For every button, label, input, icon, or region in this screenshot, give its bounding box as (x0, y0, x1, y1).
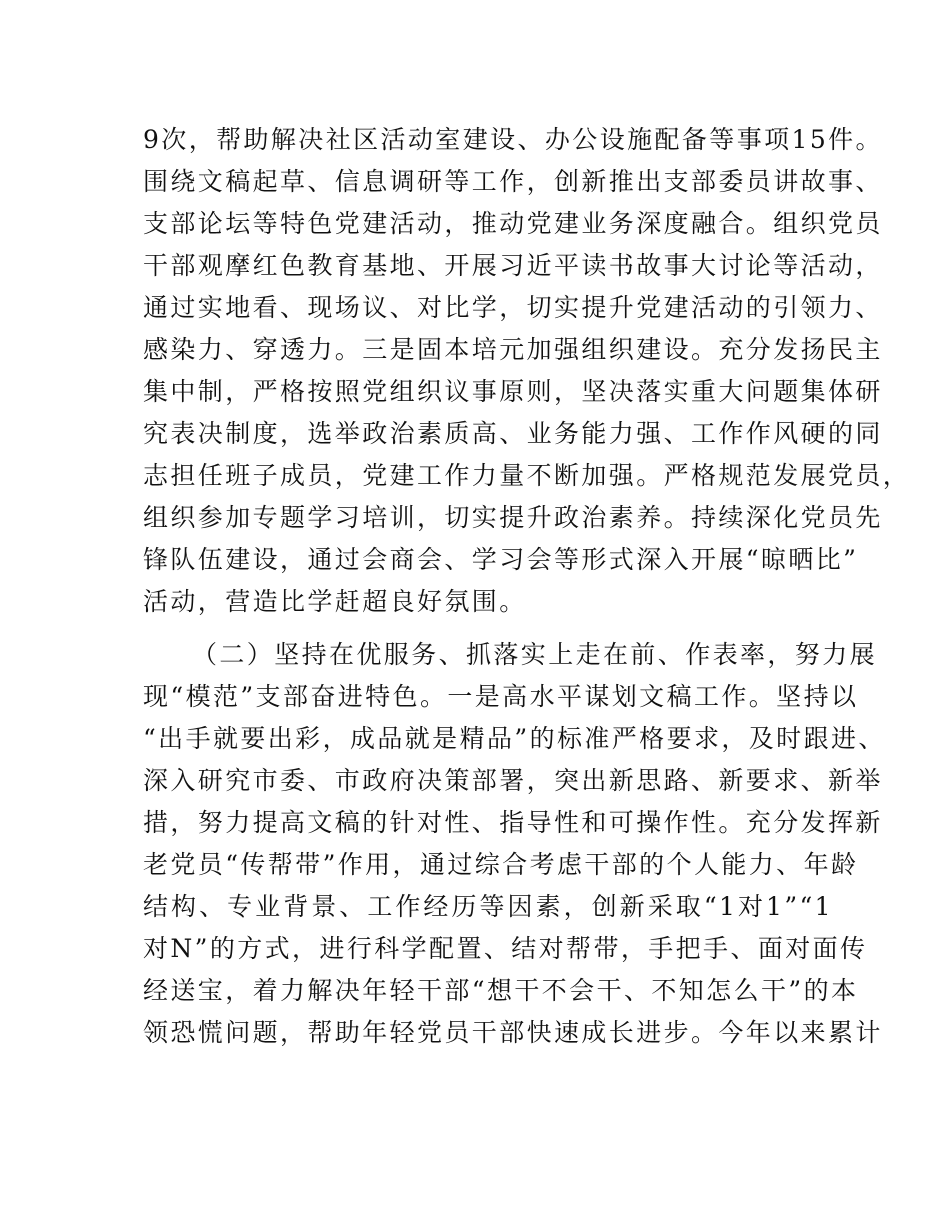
text-line: 深入研究市委、市政府决策部署，突出新思路、新要求、新举 (143, 766, 883, 795)
text-line: 领恐慌问题，帮助年轻党员干部快速成长进步。今年以来累计 (143, 1018, 883, 1047)
text-line: 措，努力提高文稿的针对性、指导性和可操作性。充分发挥新 (143, 808, 883, 837)
text-line: “出手就要出彩，成品就是精品”的标准严格要求，及时跟进、 (143, 724, 886, 753)
text-line: 支部论坛等特色党建活动，推动党建业务深度融合。组织党员 (143, 209, 883, 238)
text-line: 通过实地看、现场议、对比学，切实提升党建活动的引领力、 (143, 293, 883, 322)
text-line: 感染力、穿透力。三是固本培元加强组织建设。充分发扬民主 (143, 335, 883, 364)
text-line: 志担任班子成员，党建工作力量不断加强。严格规范发展党员， (143, 461, 911, 490)
text-line: 老党员“传帮带”作用，通过综合考虑干部的个人能力、年龄 (143, 850, 859, 879)
text-line: 经送宝，着力解决年轻干部“想干不会干、不知怎么干”的本 (143, 976, 859, 1005)
text-line: 集中制，严格按照党组织议事原则，坚决落实重大问题集体研 (143, 377, 883, 406)
text-line: 现“模范”支部奋进特色。一是高水平谋划文稿工作。坚持以 (143, 682, 859, 711)
text-line: 活动，营造比学赶超良好氛围。 (143, 587, 527, 616)
text-line: 组织参加专题学习培训，切实提升政治素养。持续深化党员先 (143, 503, 883, 532)
text-line: 围绕文稿起草、信息调研等工作，创新推出支部委员讲故事、 (143, 167, 883, 196)
text-line: 9次，帮助解决社区活动室建设、办公设施配备等事项15件。 (143, 125, 883, 154)
text-line: 干部观摩红色教育基地、开展习近平读书故事大讨论等活动， (143, 251, 883, 280)
text-line: （二）坚持在优服务、抓落实上走在前、作表率，努力展 (192, 640, 878, 669)
text-line: 锋队伍建设，通过会商会、学习会等形式深入开展“晾晒比” (143, 545, 859, 574)
text-line: 对N”的方式，进行科学配置、结对帮带，手把手、面对面传 (143, 934, 868, 963)
text-line: 究表决制度，选举政治素质高、业务能力强、工作作风硬的同 (143, 419, 883, 448)
text-line: 结构、专业背景、工作经历等因素，创新采取“1对1”“1 (143, 892, 833, 921)
